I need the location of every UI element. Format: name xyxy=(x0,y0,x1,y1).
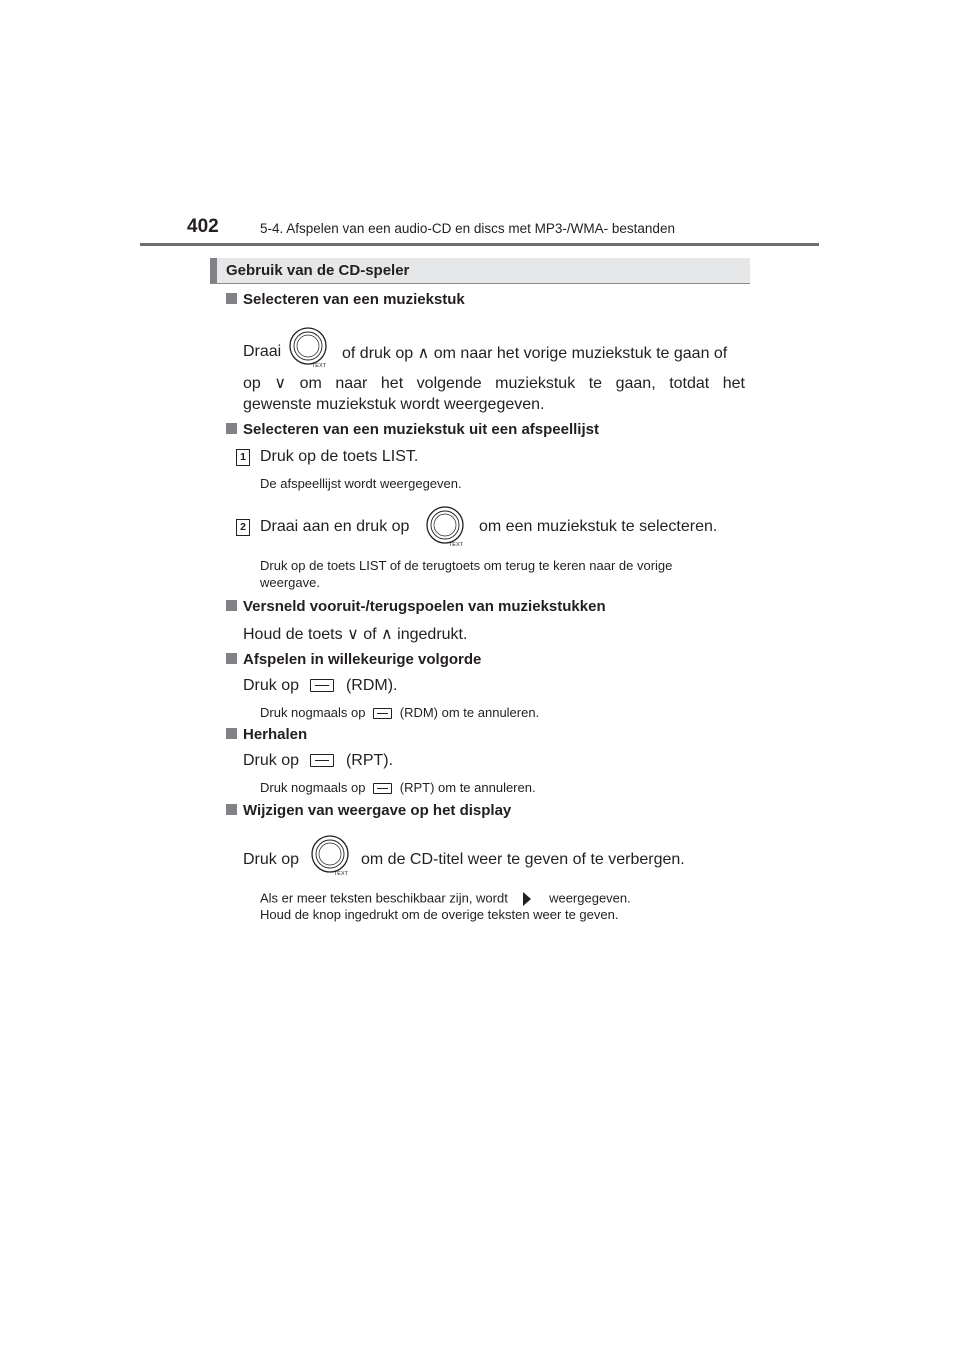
s6-body-a: Druk op xyxy=(243,851,300,868)
s1-line2: op ∨ om naar het volgende muziekstuk te gaan, totdat het xyxy=(243,375,745,392)
s1-line1-a: Draai xyxy=(243,343,282,360)
header-rule xyxy=(140,243,819,246)
step2-note-line2: weergave. xyxy=(260,575,320,590)
s1-line3: gewenste muziekstuk wordt weergegeven. xyxy=(243,396,545,413)
knob-text-label: TEXT xyxy=(333,871,348,876)
square-bullet-icon xyxy=(226,600,237,611)
step2-note-line1: Druk op de toets LIST of de terugtoets om terug te keren naar de vorige xyxy=(260,558,673,573)
step1-note: De afspeellijst wordt weergegeven. xyxy=(260,476,462,491)
square-bullet-icon xyxy=(226,653,237,664)
heading-change-display: Wijzigen van weergave op het display xyxy=(226,802,511,819)
section-bar-accent xyxy=(210,258,217,283)
tune-knob-icon xyxy=(288,326,328,368)
step2-text-a: Draai aan en druk op xyxy=(260,518,410,535)
heading-select-from-playlist: Selecteren van een muziekstuk uit een afspeellijst xyxy=(226,421,599,438)
square-bullet-icon xyxy=(226,423,237,434)
step-number-2: 2 xyxy=(236,519,250,536)
step2-text-b: om een muziekstuk te selecteren. xyxy=(479,518,718,535)
step1-text: Druk op de toets LIST. xyxy=(260,448,419,465)
s6-body-b: om de CD-titel weer te geven of te verbergen. xyxy=(361,851,685,868)
heading-repeat: Herhalen xyxy=(226,726,307,743)
s6-note-line2: Houd de knop ingedrukt om de overige teksten weer te geven. xyxy=(260,907,619,922)
heading-random-playback: Afspelen in willekeurige volgorde xyxy=(226,651,481,668)
heading-fast-forward-rewind: Versneld vooruit-/terugspoelen van muziekstukken xyxy=(226,598,606,615)
section-title-bar xyxy=(210,258,750,284)
square-bullet-icon xyxy=(226,728,237,739)
s4-body: Druk op (RDM). xyxy=(243,677,398,694)
chapter-title: 5-4. Afspelen van een audio-CD en discs met MP3-/WMA- bestanden xyxy=(260,221,675,236)
s4-note: Druk nogmaals op (RDM) om te annuleren. xyxy=(260,705,540,720)
tune-knob-icon xyxy=(310,834,350,876)
preset-button-icon xyxy=(373,783,392,794)
tune-knob-icon xyxy=(425,505,465,547)
s1-line1-b: of druk op ∧ om naar het vorige muziekstuk te gaan of xyxy=(342,345,728,362)
preset-button-icon xyxy=(310,754,334,767)
s3-body: Houd de toets ∨ of ∧ ingedrukt. xyxy=(243,626,468,643)
s5-note: Druk nogmaals op (RPT) om te annuleren. xyxy=(260,780,536,795)
heading-select-track: Selecteren van een muziekstuk xyxy=(226,291,465,308)
square-bullet-icon xyxy=(226,804,237,815)
preset-button-icon xyxy=(310,679,334,692)
s5-body: Druk op (RPT). xyxy=(243,752,394,769)
knob-text-label: TEXT xyxy=(311,363,326,368)
preset-button-icon xyxy=(373,708,392,719)
step-number-1: 1 xyxy=(236,449,250,466)
s6-note-line1: Als er meer teksten beschikbaar zijn, wordt weergegeven. xyxy=(260,890,631,908)
more-text-arrow-icon xyxy=(520,890,534,908)
section-title: Gebruik van de CD-speler xyxy=(226,262,410,279)
knob-text-label: TEXT xyxy=(448,542,463,547)
page-number: 402 xyxy=(187,216,219,237)
square-bullet-icon xyxy=(226,293,237,304)
